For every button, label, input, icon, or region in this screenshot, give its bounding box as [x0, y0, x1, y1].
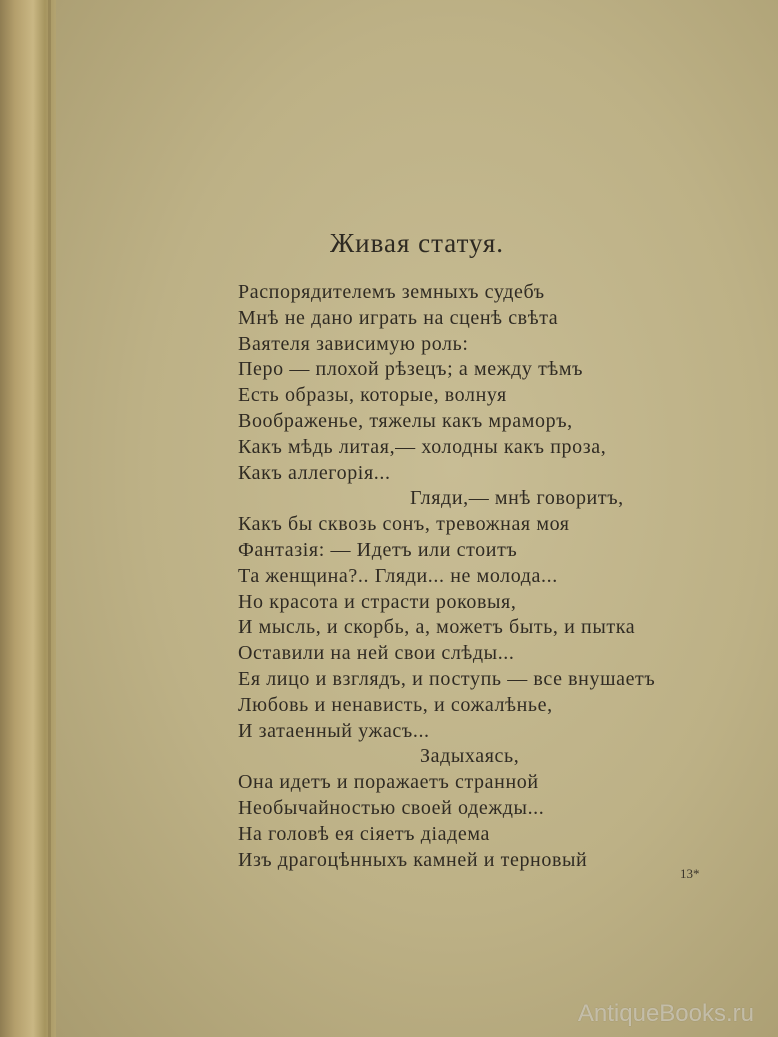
poem-line: Какъ мѣдь литая,— холодны какъ проза,: [238, 435, 607, 458]
poem-line: И мысль, и скорбь, а, можетъ быть, и пытка: [238, 616, 636, 639]
poem-line: Любовь и ненависть, и сожалѣнье,: [238, 693, 553, 716]
poem-line: Гляди,— мнѣ говоритъ,: [410, 487, 624, 510]
poem-line: Изъ драгоцѣнныхъ камней и терновый: [238, 848, 588, 871]
poem-line: Оставили на ней свои слѣды...: [238, 642, 515, 665]
poem-line: Необычайностью своей одежды...: [238, 796, 545, 819]
poem-line: Мнѣ не дано играть на сценѣ свѣта: [238, 306, 559, 329]
watermark: AntiqueBooks.ru: [577, 1000, 754, 1027]
poem-line: На головѣ ея сіяетъ діадема: [238, 822, 490, 845]
poem-body: [238, 280, 758, 873]
poem-title: Живая статуя.: [329, 228, 505, 258]
poem-line: Фантазія: — Идетъ или стоитъ: [238, 538, 518, 561]
poem-line: Какъ аллегорія...: [238, 461, 391, 484]
book-spine-gutter: [0, 0, 60, 1037]
poem-line: И затаенный ужасъ...: [238, 719, 430, 742]
poem-line: Перо — плохой рѣзецъ; а между тѣмъ: [238, 358, 584, 381]
poem-line: Но красота и страсти роковыя,: [238, 590, 517, 613]
poem-line: Воображенье, тяжелы какъ мраморъ,: [238, 409, 573, 432]
poem-line: Ваятеля зависимую роль:: [238, 332, 469, 355]
poem-line: Она идетъ и поражаетъ странной: [238, 771, 539, 794]
poem-line: Какъ бы сквозь сонъ, тревожная моя: [238, 513, 570, 536]
poem-line: Задыхаясь,: [420, 745, 520, 768]
poem-line: Ея лицо и взглядъ, и поступь — все внушаетъ: [238, 667, 656, 690]
page-number: 13*: [680, 866, 700, 881]
poem-line: Есть образы, которые, волнуя: [238, 384, 507, 407]
poem-line: Распорядителемъ земныхъ судебъ: [238, 281, 545, 303]
poem-line: Та женщина?.. Гляди... не молода...: [238, 564, 558, 587]
book-page: [56, 0, 778, 1037]
gutter-edge: [48, 0, 51, 1037]
